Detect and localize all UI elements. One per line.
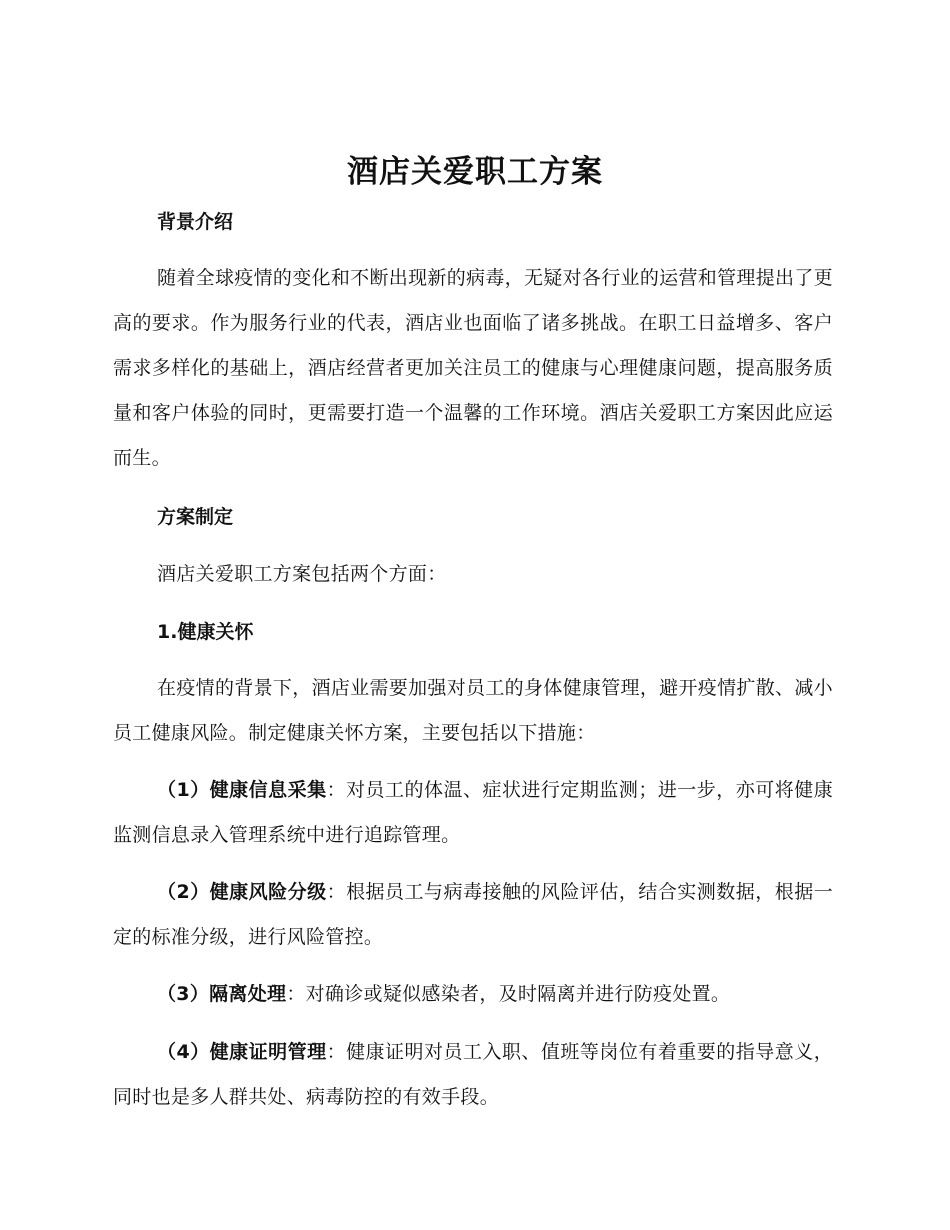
section-heading-background: 背景介绍 <box>157 211 234 233</box>
measure-item <box>113 870 833 960</box>
measure-title: （3）隔离处理 <box>157 983 287 1005</box>
document-title: 酒店关爱职工方案 <box>347 154 603 190</box>
measure-item <box>113 1030 833 1120</box>
background-paragraph: 随着全球疫情的变化和不断出现新的病毒，无疑对各行业的运营和管理提出了更高的要求。作为服务行业的代表，酒店业也面临了诸多挑战。在职工日益增多、客户需求多样化的基础上，酒店经营者更加关注员工的健康与心理健康问题，提高服务质量和客户体验的同时，更需要打造一个温馨的工作环境。酒店关爱职工方案因此应运而生。 <box>113 267 833 469</box>
measure-text: ：对确诊或疑似感染者，及时隔离并进行防疫处置。 <box>286 983 731 1005</box>
measure-item <box>113 768 833 858</box>
measure-text: ：根据员工与病毒接触的风险评估，结合实测数据，根据一定的标准分级，进行风险管控。 <box>113 881 834 948</box>
measure-title: （2）健康风险分级 <box>157 881 327 903</box>
measure-title: （4）健康证明管理 <box>157 1041 327 1063</box>
measure-item <box>113 972 833 1017</box>
health-intro-paragraph: 在疫情的背景下，酒店业需要加强对员工的身体健康管理，避开疫情扩散、减小员工健康风险。制定健康关怀方案，主要包括以下措施： <box>113 677 833 744</box>
measure-text: ：健康证明对员工入职、值班等岗位有着重要的指导意义，同时也是多人群共处、病毒防控的有效手段。 <box>113 1041 834 1108</box>
measure-title: （1）健康信息采集 <box>157 779 327 801</box>
section-heading-plan: 方案制定 <box>157 506 234 528</box>
section-heading-health-care: 1.健康关怀 <box>157 621 254 643</box>
measure-text: ：对员工的体温、症状进行定期监测；进一步，亦可将健康监测信息录入管理系统中进行追踪管理。 <box>113 779 834 846</box>
plan-intro-paragraph: 酒店关爱职工方案包括两个方面： <box>157 563 447 585</box>
